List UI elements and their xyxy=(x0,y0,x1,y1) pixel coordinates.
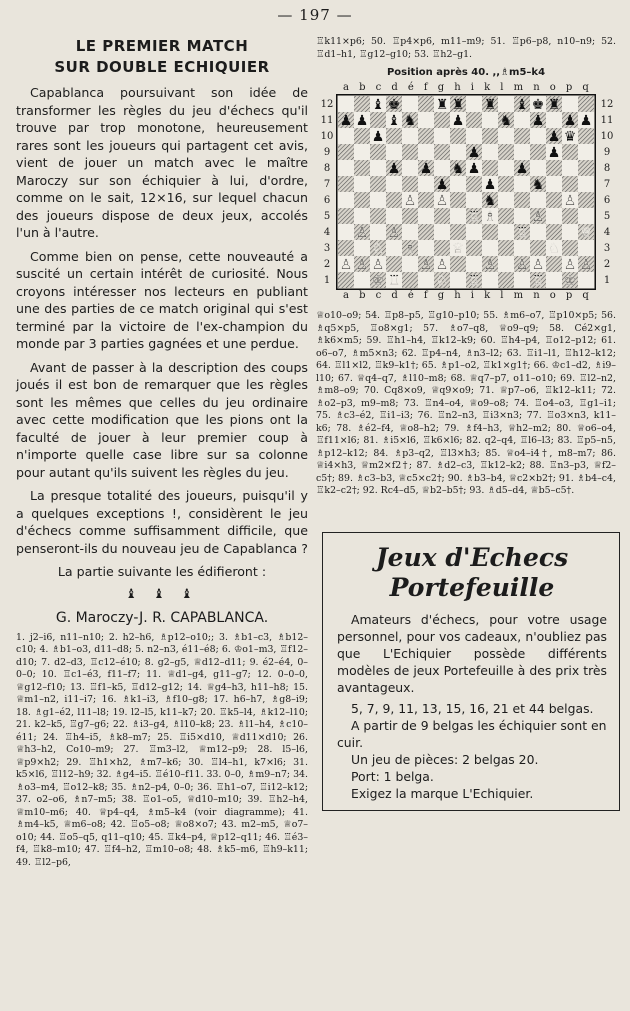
closing-line: La partie suivante les édifieront : xyxy=(57,564,267,579)
board-square xyxy=(354,272,370,288)
chess-piece: ♟ xyxy=(387,161,401,177)
chess-piece: ♖ xyxy=(467,273,481,289)
board-square xyxy=(578,240,594,256)
board-square xyxy=(418,224,434,240)
chess-piece: ♙ xyxy=(387,225,401,241)
file-label-q: q xyxy=(582,290,589,301)
chess-piece: ♖ xyxy=(467,209,481,225)
rank-label-10: 10 xyxy=(320,130,334,142)
board-square xyxy=(530,128,546,144)
chess-piece: ♙ xyxy=(515,257,529,273)
rank-label-5: 5 xyxy=(323,210,331,222)
file-labels-bottom xyxy=(338,290,594,302)
board-square xyxy=(482,128,498,144)
file-label-f: f xyxy=(423,82,428,93)
file-label-n: n xyxy=(533,82,540,93)
ad-sizes: 5, 7, 9, 11, 13, 15, 16, 21 et 44 belgas. xyxy=(351,700,594,716)
board-square xyxy=(402,144,418,160)
chess-piece: ♟ xyxy=(451,113,465,129)
board-square xyxy=(450,272,466,288)
ad-title-line-2: Portefeuille xyxy=(389,572,555,602)
board-square xyxy=(450,192,466,208)
rank-label-2: 2 xyxy=(603,258,611,270)
chess-piece: ♜ xyxy=(435,97,449,113)
rank-labels-left xyxy=(320,96,334,288)
chess-piece: ♟ xyxy=(531,113,545,129)
ornament-bishops: ♝ ♝ ♝ xyxy=(125,586,199,602)
chess-piece: ♔ xyxy=(371,273,385,289)
ad-line-pieces: Un jeu de pièces: 2 belgas 20. xyxy=(351,751,539,767)
board-square xyxy=(546,224,562,240)
file-label-h: h xyxy=(454,82,461,93)
board-square xyxy=(482,112,498,128)
file-label-é: é xyxy=(407,290,414,301)
board-square xyxy=(434,224,450,240)
article-title-line-1: LE PREMIER MATCH xyxy=(75,37,249,55)
chess-piece: ♟ xyxy=(547,129,561,145)
board-square xyxy=(578,192,594,208)
board-square xyxy=(338,208,354,224)
file-labels-top xyxy=(338,82,594,94)
board-square xyxy=(418,208,434,224)
board-square xyxy=(578,144,594,160)
board-square xyxy=(402,224,418,240)
board-square xyxy=(450,144,466,160)
board-square xyxy=(338,144,354,160)
board-square xyxy=(466,224,482,240)
board-square xyxy=(514,192,530,208)
rank-label-3: 3 xyxy=(323,242,331,254)
article-title-line-2: SUR DOUBLE ECHIQUIER xyxy=(54,58,270,76)
right-column xyxy=(316,36,616,811)
article-paragraph-1: Capablanca poursuivant son idée de transformer les règles du jeu d'échecs qu'il trouve par trop monotone, heureusement rares sont les joueurs qui partagent cet avis, vient de jouer un match avec le maître Maroczy sur son échiquier à lui, d'ordre, comme on le sait, 12×16, sur lequel chacun des joueurs dispose de deux jeux, accolés l'un à l'autre. xyxy=(16,85,308,240)
article-paragraph-2: Comme bien on pense, cette nouveauté a suscité un certain intérêt de curiosité. Nous croyons intéresser nos lecteurs en publiant une des parties de ce match original qui s'est terminé par la victoire de l'ex-champion du monde par 3 parties gagnées et une perdue. xyxy=(16,248,308,351)
board-square xyxy=(498,128,514,144)
rank-label-8: 8 xyxy=(323,162,331,174)
board-square xyxy=(386,176,402,192)
board-square xyxy=(370,192,386,208)
file-label-b: b xyxy=(359,290,366,301)
ad-title xyxy=(337,543,607,603)
chess-piece: ♙ xyxy=(419,257,433,273)
board-square xyxy=(386,192,402,208)
chess-piece: ♟ xyxy=(467,145,481,161)
board-square xyxy=(434,128,450,144)
board-square xyxy=(482,272,498,288)
board-square xyxy=(354,128,370,144)
chess-piece: ♖ xyxy=(387,273,401,289)
file-label-g: g xyxy=(437,290,445,301)
file-label-m: m xyxy=(513,82,524,93)
board-square xyxy=(498,176,514,192)
rank-label-9: 9 xyxy=(323,146,331,158)
rank-label-11: 11 xyxy=(600,114,614,126)
board-square xyxy=(498,224,514,240)
chess-piece: ♕ xyxy=(451,241,465,257)
board-square xyxy=(498,160,514,176)
board-square xyxy=(338,96,354,112)
rank-label-4: 4 xyxy=(323,226,331,238)
board-square xyxy=(466,112,482,128)
board-square xyxy=(370,176,386,192)
chess-piece: ♘ xyxy=(435,273,449,289)
chess-piece: ♙ xyxy=(435,193,449,209)
board-square xyxy=(418,96,434,112)
chess-piece: ♟ xyxy=(547,145,561,161)
board-square xyxy=(370,160,386,176)
board-square xyxy=(546,192,562,208)
chess-piece: ♗ xyxy=(403,241,417,257)
chess-piece: ♟ xyxy=(515,161,529,177)
board-square xyxy=(354,240,370,256)
board-square xyxy=(498,208,514,224)
board-square xyxy=(418,112,434,128)
chess-piece: ♙ xyxy=(339,257,353,273)
chess-piece: ♟ xyxy=(355,113,369,129)
file-label-i: i xyxy=(470,290,474,301)
board-square xyxy=(578,208,594,224)
board-square xyxy=(370,144,386,160)
chess-piece: ♔ xyxy=(563,273,577,289)
chess-piece: ♙ xyxy=(531,257,545,273)
rank-label-2: 2 xyxy=(323,258,331,270)
board-square xyxy=(386,144,402,160)
rank-label-1: 1 xyxy=(603,274,611,286)
file-label-a: a xyxy=(343,82,350,93)
chess-piece: ♞ xyxy=(451,161,465,177)
board-square xyxy=(402,256,418,272)
file-label-d: d xyxy=(391,290,398,301)
rank-label-10: 10 xyxy=(600,130,614,142)
board-square xyxy=(466,96,482,112)
board-square xyxy=(434,112,450,128)
chess-piece: ♘ xyxy=(547,241,561,257)
board-square xyxy=(530,160,546,176)
rank-label-7: 7 xyxy=(603,178,611,190)
rank-label-6: 6 xyxy=(603,194,611,206)
game-moves-right: ♕o10–o9; 54. ♖p8–p5, ♖g10–p10; 55. ♗m6–o7, ♖p10×p5; 56. ♗q5×p5, ♖o8×g1; 57. ♗o7–q8, ♕o9–q9; 58. Cé2×g1, ♗k6×m5; 59. ♖h1–h4, ♖k12–k9; 60. ♖h4–p4, ♖o12–p12; 61. o6–o7, ♗m5×n3; 62. ♖p4–n4, ♗n3–l2; 63. ♖i1–l1, ♖h12–k12; 64. ♖l1×l2, ♖k9–k1†; 65. ♗p1–o2, ♖k1×g1†; 66. ♔c1–d2, ♗i9–l10; 67. ♕q4–q7, ♗l10–m8; 68. ♕q7–p7, o11–o10; 69. ♖l2–n2, ♗m8–o9; 70. Cq8×o9, ♕q9×o9; 71. ♕p7–o6, ♖k12–k11; 72. ♗o2–p3, m9–m8; 73. ♖n4–o4, ♕o9–o8; 74. ♖o4–o3, ♖g1–i1; 75. ♗c3–é2, ♖i1–i3; 76. ♖n2–n3, ♖i3×n3; 77. ♖o3×n3, k11–k6; 78. ♗é2–f4, ♕o8–h2; 79. ♗f4–h3, ♕h2–m2; 80. ♕o6–o4, ♖f11×l6; 81. ♗i5×l6, ♖k6×l6; 82. q2–q4, ♖l6–l3; 83. ♖p5–n5, ♗p12–k12; 84. ♗p3–q2, ♖l3×h3; 85. ♕o4–i4†, m8–m7; 86. ♕i4×h3, ♕m2×f2†; 87. ♗d2–c3, ♖k12–k2; 88. ♖n3–p3, ♕f2–c5†; 89. ♗c3–b3, ♕c5×c2†; 90. ♗b3–b4, ♕c2×b2†; 91. ♗b4–c4, ♖k2–c2†; 92. Rc4–d5, ♕b2–b5†; 93. ♗d5–d4, ♕b5–c5†. xyxy=(316,310,616,496)
chess-piece: ♝ xyxy=(515,97,529,113)
board-square xyxy=(466,192,482,208)
board-square xyxy=(354,176,370,192)
board-square xyxy=(530,192,546,208)
chess-piece: ♞ xyxy=(403,113,417,129)
page-number: — 197 — xyxy=(277,6,353,24)
chess-piece: ♙ xyxy=(483,257,497,273)
chess-piece: ♟ xyxy=(435,177,449,193)
board-square xyxy=(418,240,434,256)
board-square xyxy=(354,208,370,224)
board-square xyxy=(530,144,546,160)
ad-line-leather: A partir de 9 belgas les échiquier sont en cuir. xyxy=(337,717,607,750)
board-square xyxy=(386,208,402,224)
board-square xyxy=(418,176,434,192)
ad-title-line-1: Jeux d'Echecs xyxy=(375,542,569,572)
board-square xyxy=(498,192,514,208)
board-square xyxy=(434,240,450,256)
board-square xyxy=(450,256,466,272)
board-square xyxy=(434,160,450,176)
chess-piece: ♝ xyxy=(371,97,385,113)
board-square xyxy=(386,256,402,272)
file-label-p: p xyxy=(565,82,573,93)
file-label-n: n xyxy=(533,290,540,301)
file-label-c: c xyxy=(375,82,382,93)
board-square xyxy=(338,192,354,208)
rank-label-3: 3 xyxy=(603,242,611,254)
chess-piece: ♗ xyxy=(483,209,497,225)
board-square xyxy=(402,96,418,112)
rank-label-8: 8 xyxy=(603,162,611,174)
board-square xyxy=(354,144,370,160)
board-square xyxy=(562,240,578,256)
board-square xyxy=(482,240,498,256)
board-square xyxy=(514,144,530,160)
board-square xyxy=(530,240,546,256)
chess-piece: ♜ xyxy=(547,97,561,113)
article-paragraph-4: La presque totalité des joueurs, puisqu'il y a quelques exceptions !, considèrent le jeu d'échecs comme suffisamment difficile, que penseront-ils du nouveau jeu de Capablanca ? xyxy=(16,488,308,556)
chess-piece: ♝ xyxy=(387,113,401,129)
file-label-f: f xyxy=(423,290,428,301)
left-column xyxy=(16,36,308,869)
ad-paragraph: Amateurs d'échecs, pour votre usage personnel, pour vos cadeaux, n'oubliez pas que L'Echiquier possède différents modèles de jeux Portefeuille à des prix très avantageux. xyxy=(337,611,607,695)
board-square xyxy=(402,128,418,144)
chess-piece: ♙ xyxy=(403,193,417,209)
file-label-l: l xyxy=(500,290,504,301)
game-title: G. Maroczy-J. R. CAPABLANCA. xyxy=(55,609,269,626)
file-label-h: h xyxy=(454,290,461,301)
rank-label-5: 5 xyxy=(603,210,611,222)
board-square xyxy=(338,128,354,144)
chess-piece: ♙ xyxy=(563,257,577,273)
board-square xyxy=(338,224,354,240)
board-square xyxy=(562,208,578,224)
game-moves-continued: ♖k11×p6; 50. ♖p4×p6, m11–m9; 51. ♖p6–p8, n10–n9; 52. ♖d1–h1, ♖g12–g10; 53. ♖h2–g1. xyxy=(316,36,616,60)
board-square xyxy=(466,128,482,144)
board-square xyxy=(498,96,514,112)
chess-piece: ♞ xyxy=(531,177,545,193)
board-square xyxy=(354,192,370,208)
chess-piece: ♟ xyxy=(483,177,497,193)
file-label-l: l xyxy=(500,82,504,93)
board-square xyxy=(466,176,482,192)
chess-piece: ♙ xyxy=(435,257,449,273)
board-square xyxy=(562,96,578,112)
board-square xyxy=(546,160,562,176)
file-label-i: i xyxy=(470,82,474,93)
board-square xyxy=(338,240,354,256)
board-square xyxy=(514,128,530,144)
file-label-m: m xyxy=(513,290,524,301)
board-square xyxy=(498,272,514,288)
chess-piece: ♖ xyxy=(531,273,545,289)
board-square xyxy=(562,160,578,176)
rank-label-9: 9 xyxy=(603,146,611,158)
file-label-d: d xyxy=(391,82,398,93)
board-square xyxy=(514,176,530,192)
advertisement-box xyxy=(322,532,620,811)
board-square xyxy=(370,208,386,224)
chess-piece: ♜ xyxy=(451,97,465,113)
chess-piece: ♙ xyxy=(371,257,385,273)
board-square xyxy=(370,224,386,240)
board-square xyxy=(546,208,562,224)
chess-diagram xyxy=(316,82,616,310)
board-square xyxy=(434,144,450,160)
board-square xyxy=(338,160,354,176)
board-square xyxy=(578,176,594,192)
board-square xyxy=(514,112,530,128)
board-square xyxy=(498,256,514,272)
file-label-k: k xyxy=(484,290,491,301)
rank-label-6: 6 xyxy=(323,194,331,206)
ad-line-brand: Exigez la marque L'Echiquier. xyxy=(351,785,534,801)
board-square xyxy=(546,272,562,288)
board-square xyxy=(482,160,498,176)
board-square xyxy=(402,176,418,192)
chess-piece: ♟ xyxy=(467,161,481,177)
file-label-é: é xyxy=(407,82,414,93)
board-square xyxy=(466,240,482,256)
board-square xyxy=(402,160,418,176)
rank-label-7: 7 xyxy=(323,178,331,190)
diagram-caption: Position après 40. ,,♗m5–k4 xyxy=(386,67,546,78)
rank-label-1: 1 xyxy=(323,274,331,286)
rank-label-11: 11 xyxy=(320,114,334,126)
game-moves-left: 1. j2–i6, n11–n10; 2. h2–h6, ♗p12–o10;; 3. ♗b1–c3, ♗b12–c10; 4. ♗b1–o3, d11–d8; 5. n2–n3, é11–é8; 6. ♔o1–m3, ♖f12–d10; 7. d2–d3, ♖c12–é10; 8. g2–g5, ♕d12–d11; 9. é2–é4, 0–0–0; 10. ♖c1–é3, f11–f7; 11. ♕d1–g4, g11–g7; 12. 0–0–0, ♕g12–f10; 13. ♖f1–k5, ♖d12–g12; 14. ♕g4–h3, h11–h8; 15. ♕m1–n2, i11–i7; 16. ♗k1–i3, ♗f10–g8; 17. h6–h7, ♗g8–i9; 18. ♗g1–é2, l11–l8; 19. l2–l5, k11–k7; 20. ♖k5–l4, ♗k12–l10; 21. k2–k5, ♖g7–g6; 22. ♗i3–g4, ♗l10–k8; 23. ♗l1–h4, ♗c10–é11; 24. ♖h4–i5, ♗k8–m7; 25. ♖i5×d10, ♕d11×d10; 26. ♕h3–h2, Co10–m9; 27. ♖m3–l2, ♕m12–p9; 28. l5–l6, ♕p9×h2; 29. ♖h1×h2, ♗m7–k6; 30. ♖l4–h1, k7×l6; 31. k5×l6, ♖l12–h9; 32. ♗g4–i5. ♖é10–f11. 33. 0–0, ♗m9–n7; 34. ♗o3–m4, ♖o12–k8; 35. ♗n2–p4, 0–0; 36. ♖h1–o7, ♖i12–k12; 37. o2–o6, ♗n7–m5; 38. ♖o1–o5, ♕d10–m10; 39. ♖h2–h4, ♕m10–m6; 40. ♕p4–q4, ♗m5–k4 (voir diagramme); 41. ♗m4–k5, ♕m6–o8; 42. ♖o5–o8; ♕o8×o7; 43. m2–m5, ♕o7–o10; 44. ♖o5–q5, q11–q10; 45. ♖k4–p4, ♕p12–q11; 46. ♖é3–f4, ♖k8–m10; 47. ♖f4–h2, ♖m10–o8; 48. ♗k5–m6, ♖h9–k11; 49. ♖l2–p6, xyxy=(16,631,308,868)
ad-line-postage: Port: 1 belga. xyxy=(351,768,434,784)
board-square xyxy=(482,224,498,240)
board-square xyxy=(530,224,546,240)
rank-label-12: 12 xyxy=(320,98,334,110)
chess-piece: ♜ xyxy=(483,97,497,113)
board-square xyxy=(402,208,418,224)
board-square xyxy=(546,176,562,192)
chess-piece: ♟ xyxy=(563,113,577,129)
board-square xyxy=(578,160,594,176)
chess-piece: ♞ xyxy=(483,193,497,209)
article-title xyxy=(16,36,308,78)
rank-label-4: 4 xyxy=(603,226,611,238)
board-square xyxy=(370,112,386,128)
rank-label-12: 12 xyxy=(600,98,614,110)
board-square xyxy=(418,144,434,160)
board-square xyxy=(578,96,594,112)
board-square xyxy=(482,144,498,160)
chess-piece: ♛ xyxy=(563,129,577,145)
chess-piece: ♚ xyxy=(531,97,545,113)
file-label-k: k xyxy=(484,82,491,93)
board-square xyxy=(418,272,434,288)
board-square xyxy=(450,176,466,192)
board-square xyxy=(562,176,578,192)
rank-labels-right xyxy=(600,96,614,288)
chess-piece: ♟ xyxy=(371,129,385,145)
board-square xyxy=(402,272,418,288)
board-square xyxy=(450,224,466,240)
file-label-c: c xyxy=(375,290,382,301)
file-label-o: o xyxy=(549,82,556,93)
file-label-o: o xyxy=(549,290,556,301)
chess-piece: ♙ xyxy=(531,209,545,225)
chess-piece: ♟ xyxy=(339,113,353,129)
file-label-a: a xyxy=(343,290,350,301)
file-label-q: q xyxy=(582,82,589,93)
board-square xyxy=(578,272,594,288)
chess-piece: ♕ xyxy=(579,225,593,241)
board-square xyxy=(546,112,562,128)
board-square xyxy=(338,176,354,192)
board-square xyxy=(354,96,370,112)
board-square xyxy=(418,192,434,208)
chess-piece: ♖ xyxy=(515,225,529,241)
board-square xyxy=(418,128,434,144)
board-square xyxy=(386,128,402,144)
board-square xyxy=(466,256,482,272)
board-square xyxy=(514,240,530,256)
chess-piece: ♟ xyxy=(579,113,593,129)
chess-piece: ♚ xyxy=(387,97,401,113)
chess-piece: ♙ xyxy=(355,257,369,273)
board-square xyxy=(514,272,530,288)
chess-piece: ♙ xyxy=(355,225,369,241)
board-square xyxy=(450,128,466,144)
board-square xyxy=(498,144,514,160)
board-square xyxy=(562,144,578,160)
chess-piece: ♙ xyxy=(563,193,577,209)
chess-piece: ♟ xyxy=(419,161,433,177)
chess-board xyxy=(336,94,596,290)
board-square xyxy=(578,128,594,144)
board-square xyxy=(546,256,562,272)
chess-piece: ♙ xyxy=(579,257,593,273)
article-paragraph-3: Avant de passer à la description des coups joués il est bon de remarquer que les règles sont les mêmes que celles du jeu ordinaire avec cette modification que les pions ont la faculté de jouer à leur premier coup à n'importe quelle case libre sur sa colonne pour autant qu'ils suivent les règles du jeu. xyxy=(16,359,308,480)
board-square xyxy=(450,208,466,224)
board-square xyxy=(498,240,514,256)
board-square xyxy=(562,224,578,240)
chess-piece: ♘ xyxy=(371,241,385,257)
file-label-g: g xyxy=(437,82,445,93)
chess-piece: ♞ xyxy=(499,113,513,129)
board-square xyxy=(354,160,370,176)
file-label-p: p xyxy=(565,290,573,301)
board-square xyxy=(386,240,402,256)
board-square xyxy=(338,272,354,288)
board-square xyxy=(434,208,450,224)
file-label-b: b xyxy=(359,82,366,93)
board-square xyxy=(514,208,530,224)
